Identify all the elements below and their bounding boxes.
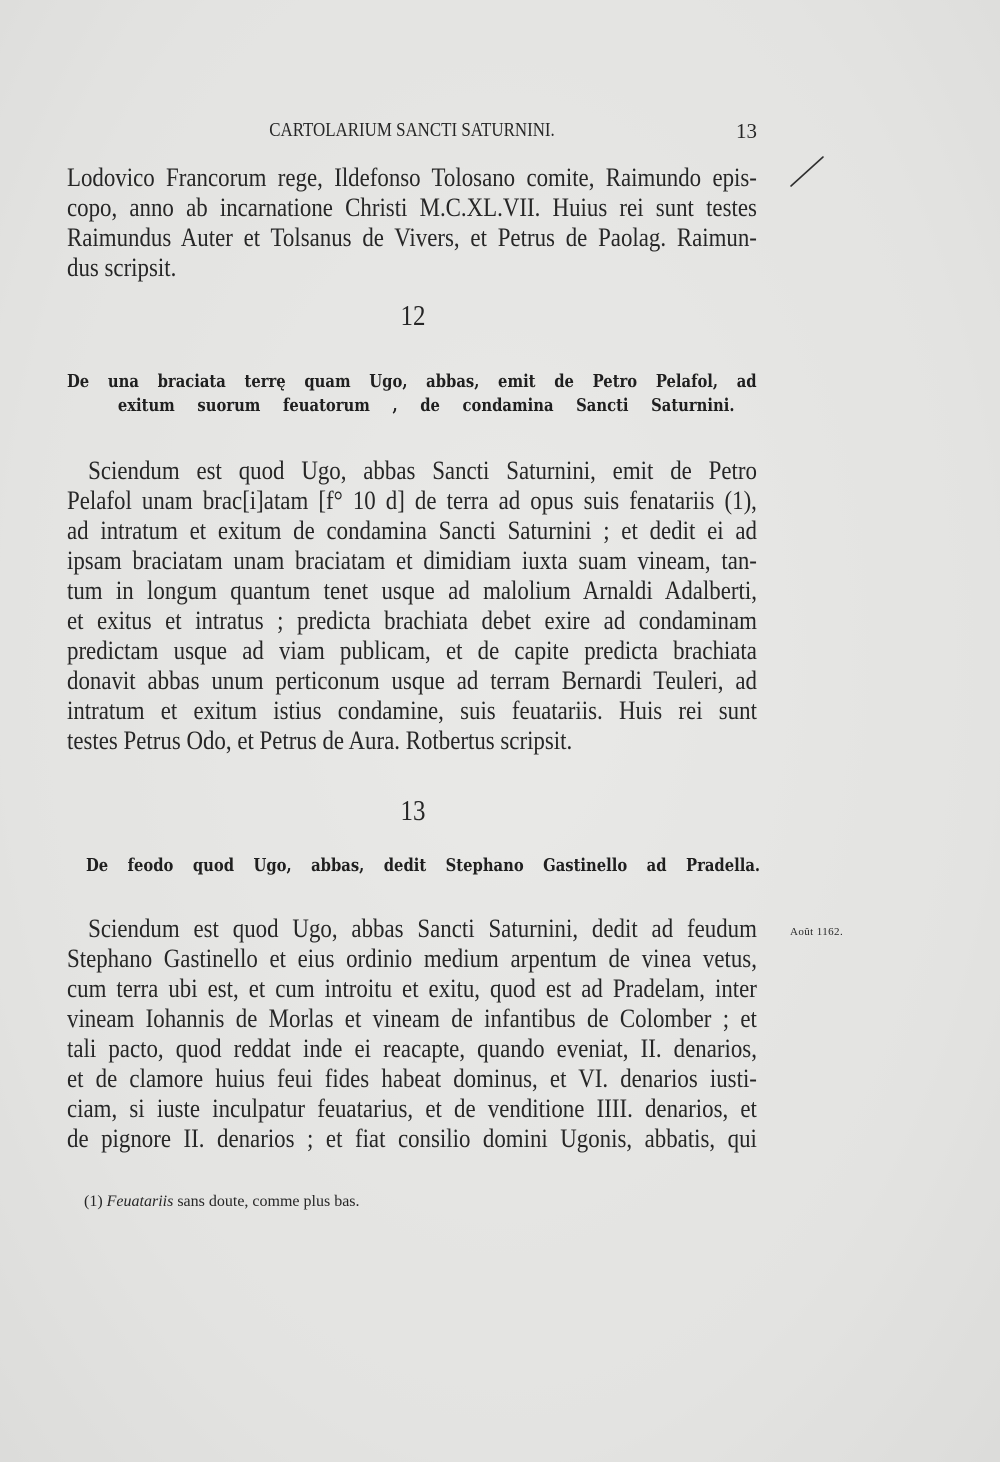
- text-line: testes Petrus Odo, et Petrus de Aura. Rotbertus scripsit.: [67, 726, 573, 755]
- charter-number: 12: [400, 300, 426, 332]
- text-line: de pignore II. denarios ; et fiat consilio domini Ugonis, abbatis, qui: [67, 1124, 757, 1153]
- text-line: et de clamore huius feui fides habeat dominus, et VI. denarios iusti-: [67, 1064, 757, 1093]
- footnote-term: Feuatariis: [106, 1193, 174, 1210]
- text-line: copo, anno ab incarnatione Christi M.C.XL.VII. Huius rei sunt testes: [67, 193, 757, 222]
- margin-pen-stroke-icon: [786, 152, 828, 192]
- charter-title: [67, 370, 757, 418]
- text-line: vineam Iohannis de Morlas et vineam de infantibus de Colomber ; et: [67, 1004, 757, 1033]
- text-line: tali pacto, quod reddat inde ei reacapte, quando eveniat, II. denarios,: [67, 1034, 757, 1063]
- title-line: De feodo quod Ugo, abbas, dedit Stephano Gastinello ad Pradella.: [86, 855, 761, 876]
- text-line: predictam usque ad viam publicam, et de capite predicta brachiata: [67, 636, 757, 665]
- footnote: [84, 1192, 484, 1212]
- charter-text: [67, 456, 757, 756]
- text-line: donavit abbas unum perticonum usque ad terram Bernardi Teuleri, ad: [67, 666, 757, 695]
- footnote-marker: (1): [84, 1193, 103, 1210]
- text-line: et exitus et intratus ; predicta brachiata debet exire ad condaminam: [67, 606, 757, 635]
- page-number: 13: [736, 119, 757, 143]
- text-line: tum in longum quantum tenet usque ad malolium Arnaldi Adalberti,: [67, 576, 757, 605]
- charter-number: 13: [400, 795, 426, 827]
- text-line: Stephano Gastinello et eius ordinio medium arpentum de vinea vetus,: [67, 944, 757, 973]
- margin-date-note: Août 1162.: [790, 926, 844, 938]
- running-title: CARTOLARIUM SANCTI SATURNINI.: [269, 119, 555, 141]
- text-line: ciam, si iuste inculpatur feuatarius, et de venditione IIII. denarios, et: [67, 1094, 757, 1123]
- text-line: ipsam braciatam unam braciatam et dimidiam iuxta suam vineam, tan-: [67, 546, 757, 575]
- text-line: cum terra ubi est, et cum introitu et exitu, quod est ad Pradelam, inter: [67, 974, 757, 1003]
- title-line: De una braciata terrę quam Ugo, abbas, emit de Petro Pelafol, ad: [67, 371, 757, 392]
- text-line: Pelafol unam brac[i]atam [f° 10 d] de terra ad opus suis fenatariis (1),: [67, 486, 757, 515]
- text-line: Sciendum est quod Ugo, abbas Sancti Saturnini, emit de Petro: [88, 456, 757, 485]
- intro-paragraph: [67, 163, 757, 283]
- charter-text: [67, 914, 757, 1154]
- text-line: Sciendum est quod Ugo, abbas Sancti Saturnini, dedit ad feudum: [88, 914, 757, 943]
- charter-title: [86, 854, 760, 878]
- text-line: dus scripsit.: [67, 253, 177, 282]
- text-line: Raimundus Auter et Tolsanus de Vivers, et Petrus de Paolag. Raimun-: [67, 223, 757, 252]
- text-line: intratum et exitum istius condamine, suis feuatariis. Huis rei sunt: [67, 696, 757, 725]
- text-line: Lodovico Francorum rege, Ildefonso Tolosano comite, Raimundo epis-: [67, 163, 757, 192]
- footnote-text: sans doute, comme plus bas.: [177, 1193, 360, 1210]
- title-line: exitum suorum feuatorum , de condamina Sancti Saturnini.: [117, 395, 735, 416]
- text-line: ad intratum et exitum de condamina Sancti Saturnini ; et dedit ei ad: [67, 516, 757, 545]
